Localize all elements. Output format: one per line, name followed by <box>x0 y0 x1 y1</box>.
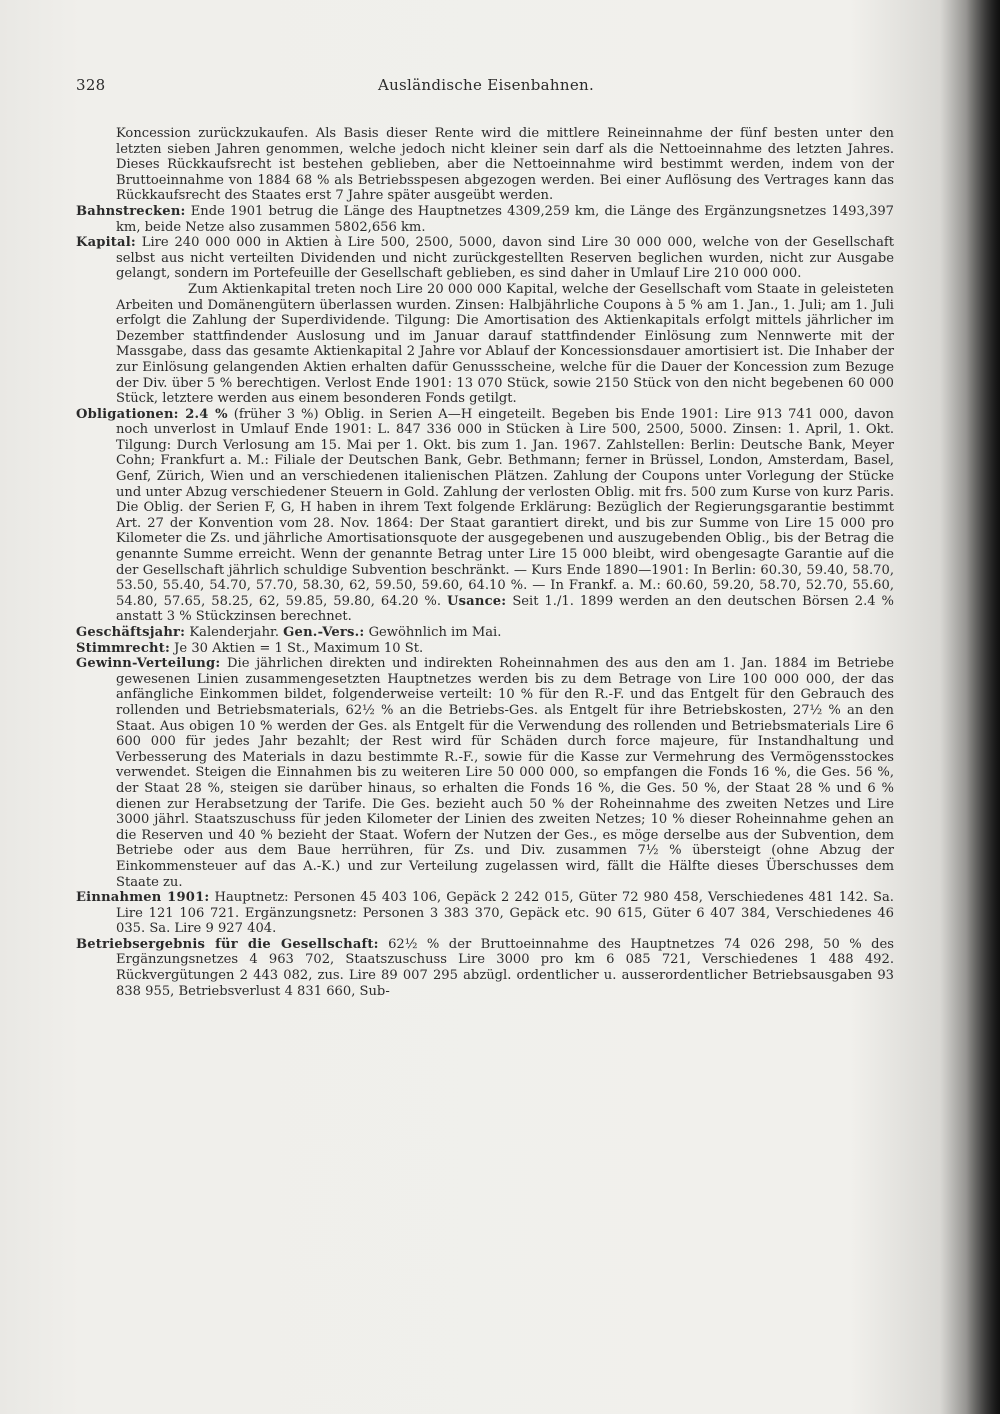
text-genvers: Gewöhnlich im Mai. <box>368 625 502 640</box>
text-gewinn-verteilung: Die jährlichen direkten und indirekten Roheinnahmen des aus den am 1. Jan. 1884 im Betriebe gewesenen Linien zusammengesetzten Hauptnetzes werden bis zu dem Betrage von Lire 100 000 000, der das anfängliche Einkommen bildet, folgenderweise verteilt: 10 % für den R.-F. und das Entgelt für den Gebrauch des rollenden und Betriebsmaterials, 62½ % an die Betriebs-Ges. als Entgelt für ihre Betriebskosten, 27½ % an den Staat. Aus obigen 10 % werden der Ges. als Entgelt für die Verwendung des rollenden und Betriebsmaterials Lire 6 600 000 für jedes Jahr bezahlt; der Rest wird für Schäden durch force majeure, für Instandhaltung und Verbesserung des Materials in dazu bestimmte R.-F., sowie für die Kasse zur Vermehrung des Vermögensstockes verwendet. Steigen die Einnahmen bis zu weiteren Lire 50 000 000, so empfangen die Fonds 16 %, die Ges. 56 %, der Staat 28 %, steigen sie darüber hinaus, so erhalten die Fonds 16 %, die Ges. 50 %, der Staat 28 % und 6 % dienen zur Herabsetzung der Tarife. Die Ges. bezieht auch 50 % der Roheinnahme des zweiten Netzes und Lire 3000 jährl. Staatszuschuss für jeden Kilometer der Linien des zweiten Netzes; 10 % dieser Roheinnahme gehen an die Reserven und 40 % bezieht der Staat. Wofern der Nutzen der Ges., es möge derselbe aus der Subvention, dem Betriebe oder aus dem Baue herrühren, für Zs. und Div. zusammen 7½ % übersteigt (ohne Abzug der Einkommensteuer auf das A.-K.) und zur Verteilung zugelassen wird, fällt die Hälfte dieses Überschusses dem Staate zu. <box>116 656 894 890</box>
kapital-zusatz-paragraph: Zum Aktienkapital treten noch Lire 20 000 000 Kapital, welche der Gesellschaft vom Staate in geleisteten Arbeiten und Domänengütern überlassen wurden. Zinsen: Halbjährliche Coupons à 5 % am 1. Jan., 1. Juli; am 1. Juli erfolgt die Zahlung der Superdividende. Tilgung: Die Amortisation des Aktienkapitals erfolgt mittels jährlicher im Dezember stattfindender Auslosung und im Januar darauf stattfindender Einlösung zum Nennwerte mit der Massgabe, dass das gesamte Aktienkapital 2 Jahre vor Ablauf der Koncessionsdauer amortisiert ist. Die Inhaber der zur Einlösung gelangenden Aktien erhalten dafür Genussscheine, welche für die Dauer der Koncession zum Bezuge der Div. über 5 % berechtigen. Verlost Ende 1901: 13 070 Stück, sowie 2150 Stück von den nicht begebenen 60 000 Stück, letztere werden aus einem besonderen Fonds getilgt. <box>116 281 894 407</box>
text-stimmrecht: Je 30 Aktien = 1 St., Maximum 10 St. <box>174 640 424 656</box>
intro-paragraph: Koncession zurückzukaufen. Als Basis dieser Rente wird die mittlere Reineinnahme der fünf besten unter den letzten sieben Jahren genommen, welche jedoch nicht kleiner sein darf als die Nettoeinnahme des letzten Jahres. Dieses Rückkaufsrecht ist bestehen geblieben, aber die Nettoeinnahme wird bestimmt werden, indem von der Bruttoeinnahme von 1884 68 % als Betriebsspesen abgezogen werden. Bei einer Auflösung des Vertrages kann das Rückkaufsrecht des Staates erst 7 Jahre später ausgeübt werden. <box>116 126 894 204</box>
text-einnahmen: Hauptnetz: Personen 45 403 106, Gepäck 2 242 015, Güter 72 980 458, Verschiedenes 481 142. Sa. Lire 121 106 721. Ergänzungsnetz: Personen 3 383 370, Gepäck etc. 90 615, Güter 6 407 384, Verschiedenes 46 035. Sa. Lire 9 927 404. <box>116 890 894 937</box>
text-geschaeftsjahr: Kalenderjahr. <box>189 625 279 640</box>
text-usance: Seit 1./1. 1899 werden an den deutschen Börsen 2.4 % anstatt 3 % Stückzinsen berechnet. <box>116 593 895 625</box>
label-kapital: Kapital: <box>76 235 136 251</box>
running-title: Ausländische Eisenbahnen. <box>377 76 595 94</box>
entry-obligationen <box>76 407 894 625</box>
text-obligationen: (früher 3 %) Oblig. in Serien A—H eingeteilt. Begeben bis Ende 1901: Lire 913 741 000, davon noch unverlost in Umlauf Ende 1901: L. 847 336 000 in Stücken à Lire 500, 2500, 5000. Zinsen: 1. April, 1. Okt. Tilgung: Durch Verlosung am 15. Mai per 1. Okt. bis zum 1. Jan. 1967. Zahlstellen: Berlin: Deutsche Bank, Meyer Cohn; Frankfurt a. M.: Filiale der Deutschen Bank, Gebr. Bethmann; ferner in Brüssel, London, Amsterdam, Basel, Genf, Zürich, Wien und an verschiedenen italienischen Plätzen. Zahlung der Coupons unter Vorlegung der Stücke und unter Abzug verschiedener Steuern in Gold. Zahlung der verlosten Oblig. mit frs. 500 zum Kurse von kurz Paris. Die Oblig. der Serien F, G, H haben in ihrem Text folgende Erklärung: Bezüglich der Regierungsgarantie bestimmt Art. 27 der Konvention vom 28. Nov. 1864: Der Staat garantiert direkt, und bis zur Summe von Lire 15 000 pro Kilometer die Zs. und jährliche Amortisationsquote der ausgegebenen und auszugebenden Oblig., bis der Betrag die genannte Summe erreicht. Wenn der genannte Betrag unter Lire 15 000 bleibt, wird obengesagte Garantie auf die der Gesellschaft jährlich schuldige Subvention beschränkt. — Kurs Ende 1890—1901: In Berlin: 60.30, 59.40, 58.70, 53.50, 55.40, 54.70, 57.70, 58.30, 62, 59.50, 59.60, 64.10 %. — In Frankf. a. M.: 60.60, 59.20, 58.70, 52.70, 55.60, 54.80, 57.65, 58.25, 62, 59.85, 59.80, 64.20 %. <box>116 406 894 609</box>
text-betriebsergebnis: 62½ % der Bruttoeinnahme des Hauptnetzes 74 026 298, 50 % des Ergänzungsnetzes 4 963 702, Staatszuschuss Lire 3000 pro km 6 085 721, Verschiedenes 1 488 492. Rückvergütungen 2 443 082, zus. Lire 89 007 295 abzügl. ordentlicher u. ausserordentlicher Betriebsausgaben 93 838 955, Betriebsverlust 4 831 660, Sub- <box>116 936 894 999</box>
entry-stimmrecht <box>76 641 894 657</box>
label-betriebsergebnis: Betriebsergebnis für die Gesellschaft: <box>76 936 379 952</box>
label-geschaeftsjahr: Geschäftsjahr: <box>76 625 186 640</box>
label-bahnstrecken: Bahnstrecken: <box>76 203 186 219</box>
text-bahnstrecken: Ende 1901 betrug die Länge des Hauptnetzes 4309,259 km, die Länge des Ergänzungsnetzes 1493,397 km, beide Netze also zusammen 5802,656 km. <box>116 203 894 235</box>
entry-betriebsergebnis <box>76 937 894 999</box>
page-header <box>76 76 896 102</box>
text-kapital: Lire 240 000 000 in Aktien à Lire 500, 2500, 5000, davon sind Lire 30 000 000, welche von der Gesellschaft selbst aus nicht verteilten Dividenden und nicht zurückgestellten Reserven beglichen wurden, nicht zur Ausgabe gelangt, sondern im Portefeuille der Gesellschaft geblieben, es sind daher in Umlauf Lire 210 000 000. <box>116 235 894 282</box>
entry-kapital <box>76 235 894 282</box>
entry-geschaeftsjahr <box>76 625 894 641</box>
entry-gewinn-verteilung <box>76 656 894 890</box>
entry-einnahmen <box>76 890 894 937</box>
binding-shadow <box>966 0 1000 1414</box>
page-body <box>76 126 894 999</box>
label-stimmrecht: Stimmrecht: <box>76 640 170 656</box>
entry-bahnstrecken <box>76 204 894 235</box>
label-usance: Usance: <box>446 593 507 609</box>
label-einnahmen: Einnahmen 1901: <box>76 890 210 906</box>
label-obligationen: Obligationen: 2.4 % <box>76 406 228 422</box>
label-genvers: Gen.-Vers.: <box>283 625 365 640</box>
page-number: 328 <box>76 76 106 94</box>
label-gewinn-verteilung: Gewinn-Verteilung: <box>76 656 221 672</box>
